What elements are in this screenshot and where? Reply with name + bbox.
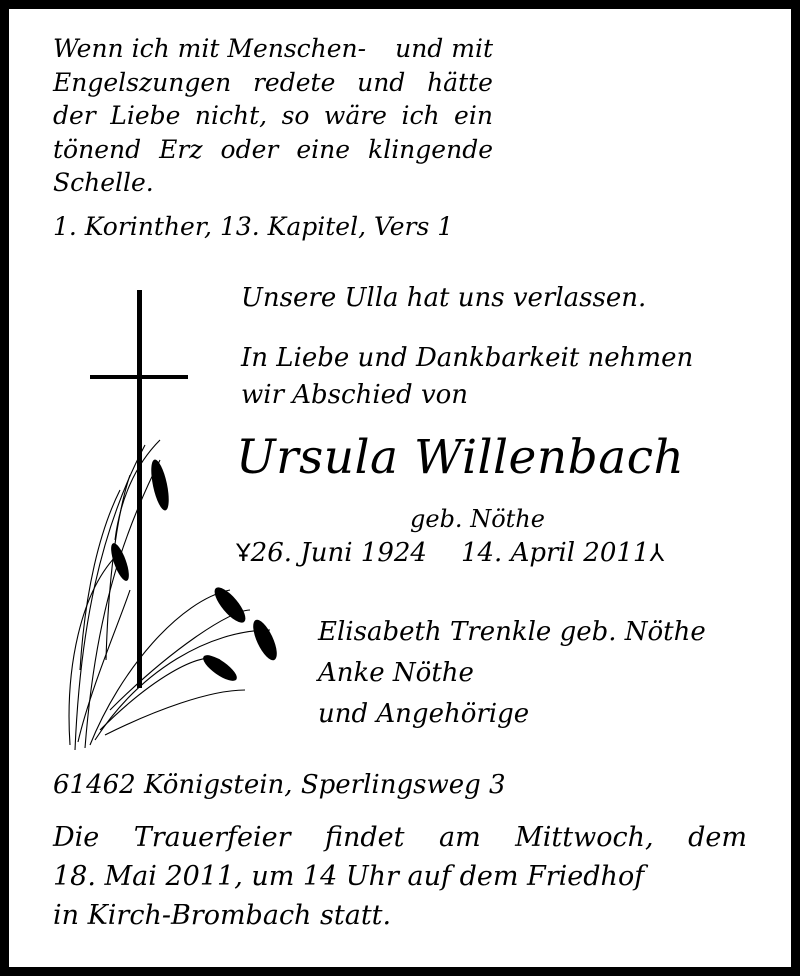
intro-line: Unsere Ulla hat uns verlassen. <box>241 283 647 313</box>
service-word: am <box>438 822 481 853</box>
verse-reference: 1. Korinther, 13. Kapitel, Vers 1 <box>53 212 454 241</box>
service-word: Trauerfeier <box>133 822 291 853</box>
verse-word: redete <box>252 67 336 97</box>
death-date: 14. April 2011 <box>460 538 650 568</box>
funeral-service-text <box>53 818 747 935</box>
wheat-ears <box>108 458 282 685</box>
service-word: dem <box>688 822 747 853</box>
service-line: 18. Mai 2011, um 14 Uhr auf dem Friedhof <box>53 861 645 892</box>
death-symbol: ⅄ <box>649 539 665 567</box>
verse-line <box>53 32 493 66</box>
mourner: und Angehörige <box>318 699 530 729</box>
verse-word: klingende <box>368 134 493 164</box>
service-word: Die <box>53 822 100 853</box>
verse-word: und <box>357 67 406 97</box>
intro-line: In Liebe und Dankbarkeit nehmen <box>241 343 694 373</box>
birth-date: 26. Juni 1924 <box>250 538 427 568</box>
verse-word: Engelszungen <box>53 67 232 97</box>
service-line: in Kirch-Brombach statt. <box>53 900 392 931</box>
address: 61462 Königstein, Sperlingsweg 3 <box>53 770 506 800</box>
verse-line <box>53 99 493 133</box>
verse-word: eine <box>296 134 351 164</box>
deceased-name: Ursula Willenbach <box>236 430 685 485</box>
verse-word: nicht, <box>194 101 268 131</box>
mourners-list <box>318 612 706 735</box>
bible-verse <box>53 32 493 200</box>
intro-line: wir Abschied von <box>241 380 469 410</box>
verse-word: Liebe <box>110 101 181 131</box>
birth-symbol: Ұ <box>236 539 251 567</box>
verse-word: ein <box>454 101 493 131</box>
verse-line: Schelle. <box>53 168 154 198</box>
verse-line <box>53 133 493 167</box>
verse-word: und mit <box>395 34 493 63</box>
service-word: findet <box>324 822 405 853</box>
verse-word: ich <box>401 101 440 131</box>
intro-text <box>241 340 693 414</box>
life-dates <box>236 538 664 568</box>
verse-word: Erz <box>159 134 203 164</box>
verse-line <box>53 66 493 100</box>
verse-word: hätte <box>427 67 493 97</box>
mourner: Elisabeth Trenkle geb. Nöthe <box>318 617 706 647</box>
service-word: Mittwoch, <box>515 822 654 853</box>
wheat-icon <box>69 440 270 750</box>
verse-word: wäre <box>323 101 387 131</box>
service-line <box>53 818 747 857</box>
mourner: Anke Nöthe <box>318 658 474 688</box>
cross-icon <box>90 290 188 688</box>
verse-word: Wenn ich mit Menschen- <box>53 34 367 63</box>
verse-word: tönend <box>53 134 142 164</box>
verse-word: so <box>281 101 310 131</box>
birth-name: geb. Nöthe <box>410 505 545 533</box>
verse-word: oder <box>220 134 279 164</box>
verse-word: der <box>53 101 96 131</box>
